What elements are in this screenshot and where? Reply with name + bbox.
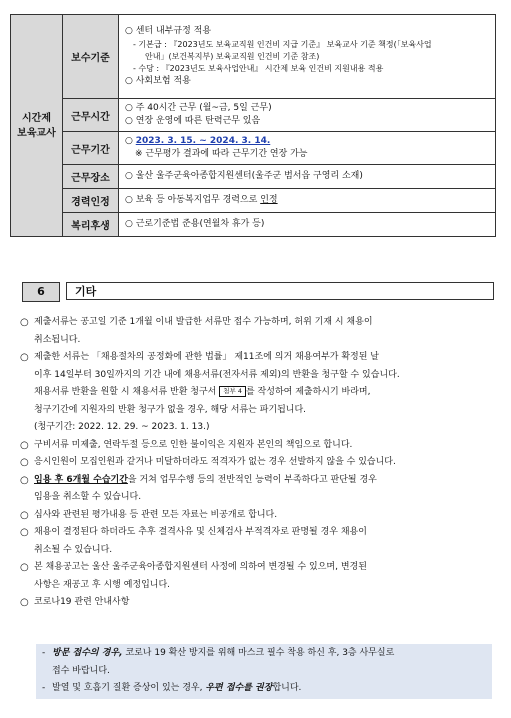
covid-row: - 발열 및 호흡기 질환 증상이 있는 경우, 우편 접수를 권장합니다. [42,683,302,693]
pay-line-4: - 수당 : 『2023년도 보육사업안내』 시간제 보육 인건비 지원내용 적용 [133,63,384,73]
content-welfare: ○ 근로기준법 준용(연월차 휴가 등) [119,213,496,237]
section-title: 기타 [66,282,494,300]
covid-notice-box [36,644,492,699]
section-header [10,282,496,302]
hours-line-1: ○ 주 40시간 근무 (월~금, 5일 근무) [125,102,272,113]
content-career: ○ 보육 등 아동복지업무 경력으로 인정 [119,189,496,213]
label-hours: 근무시간 [63,99,119,132]
content-pay [119,15,496,99]
period-line-1: ○ 2023. 3. 15. ~ 2024. 3. 14. [125,135,271,146]
hiring-conditions-table [10,14,496,237]
label-pay: 보수기준 [63,15,119,99]
label-career: 경력인정 [63,189,119,213]
category-cell [11,15,63,237]
category-line-2: 보육교사 [17,127,56,139]
content-hours [119,99,496,132]
list-item: ○ 임용 후 6개월 수습기간을 거쳐 업무수행 등의 전반적인 능력이 부족하다고 판단될 경우 임용을 취소할 수 있습니다. [20,474,377,502]
section-number: 6 [22,282,60,302]
list-item: ○ 코로나19 관련 안내사항 [20,597,130,608]
covid-row: - 방문 접수의 경우, 코로나 19 확산 방지를 위해 마스크 필수 착용 하신 후, 3층 사무실로 접수 바랍니다. [42,648,395,676]
label-welfare: 복리후생 [63,213,119,237]
attachment-label: 첨부 4 [219,386,246,397]
content-period [119,132,496,165]
list-item: ○ 본 채용공고는 울산 울주군육아종합지원센터 사정에 의하여 변경될 수 있으며, 변경된 사항은 재공고 후 시행 예정입니다. [20,562,367,590]
pay-line-3: 안내」(보건복지부) 보육교직원 인건비 기준 참조) [145,51,320,61]
list-item: ○ 심사와 관련된 평가내용 등 관련 모든 자료는 비공개로 합니다. [20,509,278,521]
label-period: 근무기간 [63,132,119,165]
pay-line-2: - 기본급 : 『2023년도 보육교직원 인건비 지급 기준』 보육교사 기준 책정(「보육사업 [133,39,432,49]
content-location: ○ 울산 울주군육아종합지원센터(울주군 범서읍 구영리 소재) [119,165,496,189]
period-line-2: ※ 근무평가 결과에 따라 근무기간 연장 가능 [135,149,308,159]
list-item: ○ 제출서류는 공고일 기준 1개월 이내 발급한 서류만 접수 가능하며, 허위 기재 시 채용이 취소됩니다. [20,317,373,345]
list-item: ○ 제출한 서류는 「채용절차의 공정화에 관한 법률」 제11조에 의거 채용여부가 확정된 날 이후 14일부터 30일까지의 기간 내에 채용서류(전자서류 제외)의 반환을 청구할 수 있습니다. 채용서류 반환을 원할 시 채용서류 반환 청구서 첨부 4 를 작성하여 제출하시기 바라며, 청구기간에 지원자의 반환 청구가 없을 경우, 해당 서류는 파기됩니다. (청구기간: 2022. 12. 29. ~ 2023. 1. 13.) [20,352,400,432]
list-item: ○ 구비서류 미제출, 연락두절 등으로 인한 불이익은 지원자 본인의 책임으로 합니다. [20,439,353,451]
category-line-1: 시간제 [22,112,51,124]
pay-line-1: ○ 센터 내부규정 적용 [125,26,212,36]
pay-line-5: ○ 사회보험 적용 [125,75,191,86]
notice-list [20,314,498,612]
list-item: ○ 응시인원이 모집인원과 같거나 미달하더라도 적격자가 없는 경우 선발하지 않을 수 있습니다. [20,457,396,468]
list-item: ○ 채용이 결정된다 하더라도 추후 결격사유 및 신체검사 부적격자로 판명될 경우 채용이 취소될 수 있습니다. [20,527,367,555]
label-location: 근무장소 [63,165,119,189]
hours-line-2: ○ 연장 운영에 따른 탄력근무 있음 [125,116,261,126]
